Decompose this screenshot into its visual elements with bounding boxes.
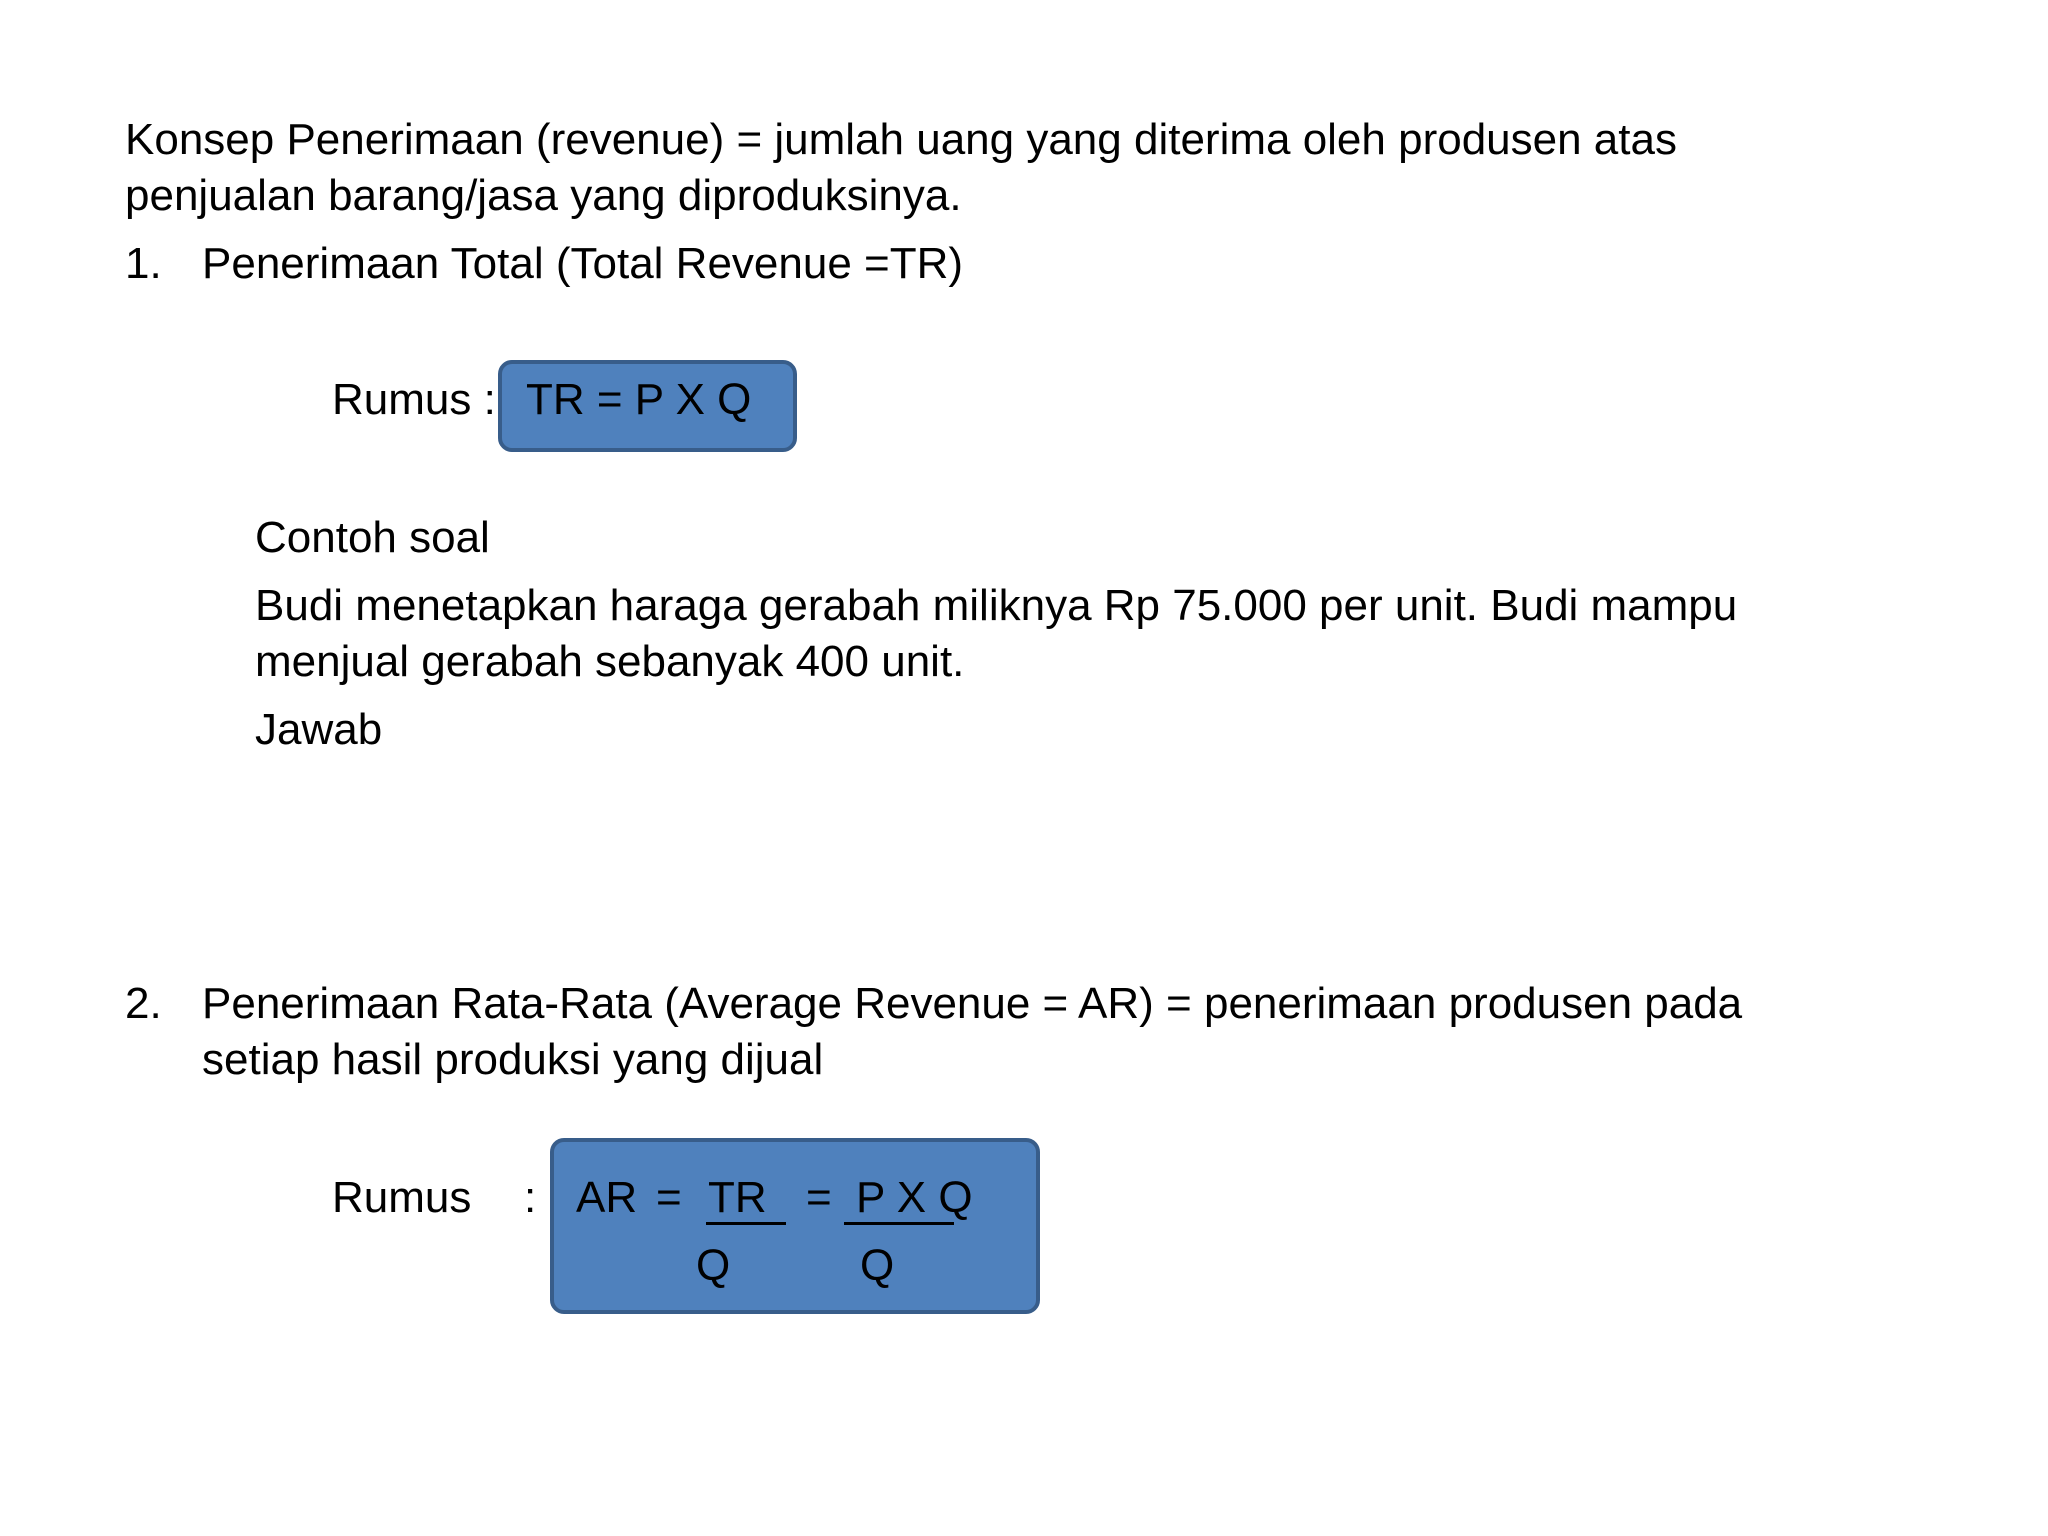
intro-line-1: Konsep Penerimaan (revenue) = jumlah uang yang diterima oleh produsen atas [125,115,1677,164]
formula-denominator-2: Q [860,1241,895,1290]
item-1-formula: TR = P X Q [526,375,752,424]
item-2-rumus-colon: : [524,1173,537,1222]
fraction-bar-2 [844,1222,954,1225]
item-1-number: 1. [125,239,162,288]
item-2-number: 2. [125,979,162,1028]
item-2-title-line-2: setiap hasil produksi yang dijual [202,1035,824,1084]
formula-equals-1: = [656,1173,682,1222]
formula-denominator-1: Q [696,1241,731,1290]
example-line-1: Budi menetapkan haraga gerabah miliknya Rp 75.000 per unit. Budi mampu [255,581,1738,630]
item-2-rumus-label: Rumus [332,1173,472,1222]
item-1-title: Penerimaan Total (Total Revenue =TR) [202,239,964,288]
formula-lhs: AR [576,1173,638,1222]
intro-line-2: penjualan barang/jasa yang diproduksinya. [125,171,962,220]
item-1-formula-box [498,360,797,452]
formula-equals-2: = [806,1173,832,1222]
item-2-formula-box [550,1138,1040,1314]
example-line-2: menjual gerabah sebanyak 400 unit. [255,637,965,686]
item-1-rumus-label: Rumus : [332,375,496,424]
example-heading: Contoh soal [255,513,490,562]
answer-label: Jawab [255,705,383,754]
formula-numerator-1: TR [708,1173,767,1222]
fraction-bar-1 [706,1222,786,1225]
item-2-title-line-1: Penerimaan Rata-Rata (Average Revenue = AR) = penerimaan produsen pada [202,979,1743,1028]
formula-numerator-2: P X Q [856,1173,973,1222]
